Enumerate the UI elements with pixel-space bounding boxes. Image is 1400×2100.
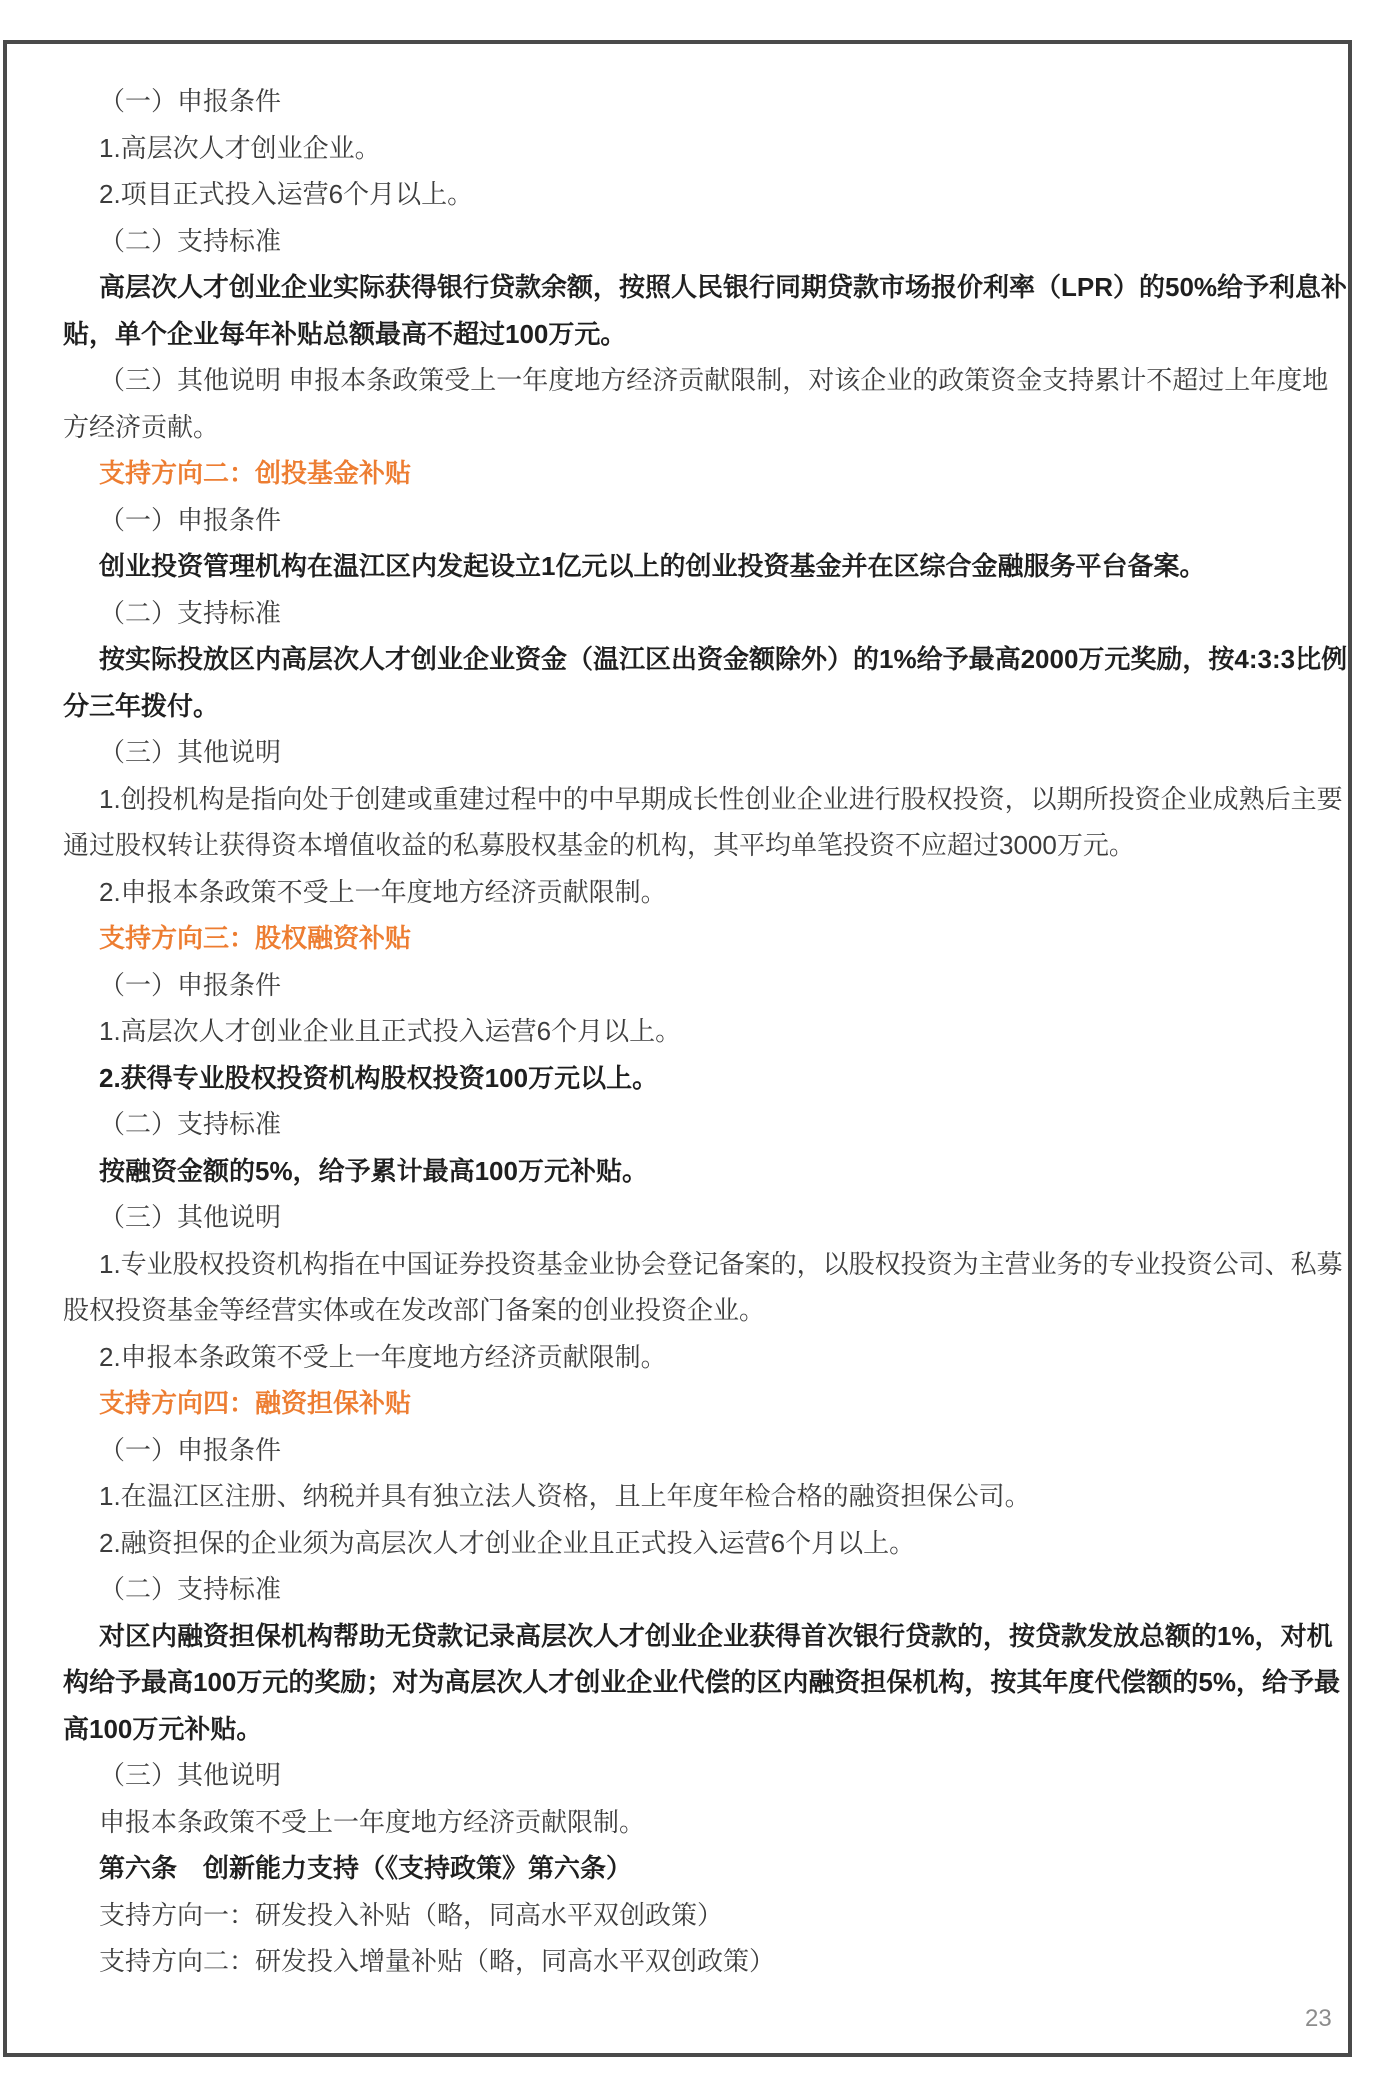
paragraph: 2.项目正式投入运营6个月以上。 [99,179,474,209]
paragraph: （三）其他说明 [99,1202,282,1232]
paragraph: 支持方向二：创投基金补贴 [99,458,412,488]
paragraph: （一）申报条件 [99,86,282,116]
paragraph: 1.创投机构是指向处于创建或重建过程中的中早期成长性创业企业进行股权投资，以期所投资企业成熟后主要通过股权转让获得资本增值收益的私募股权基金的机构，其平均单笔投资不应超过3000万元。 [63,783,1343,860]
paragraph: （三）其他说明 [99,737,282,767]
paragraph: 1.在温江区注册、纳税并具有独立法人资格，且上年度年检合格的融资担保公司。 [99,1481,1031,1511]
paragraph: （二）支持标准 [99,225,282,256]
paragraph: （三）其他说明 申报本条政策受上一年度地方经济贡献限制，对该企业的政策资金支持累计不超过上年度地方经济贡献。 [63,365,1329,442]
paragraph: 创业投资管理机构在温江区内发起设立1亿元以上的创业投资基金并在区综合金融服务平台备案。 [99,551,1206,581]
paragraph: 2.获得专业股权投资机构股权投资100万元以上。 [99,1062,659,1093]
paragraph: （二）支持标准 [99,1109,282,1139]
paragraph: （二）支持标准 [99,1574,282,1604]
paragraph: 支持方向三：股权融资补贴 [99,923,412,953]
paragraph: 支持方向二：研发投入增量补贴（略，同高水平双创政策） [99,1946,776,1976]
document-body [63,78,1348,1985]
paragraph: 支持方向一：研发投入补贴（略，同高水平双创政策） [99,1899,724,1930]
paragraph: （一）申报条件 [99,504,282,535]
page-number: 23 [1305,2005,1332,2032]
paragraph: （三）其他说明 [99,1760,282,1790]
paragraph: 1.高层次人才创业企业。 [99,132,381,163]
paragraph: （一）申报条件 [99,1434,282,1465]
paragraph: 按融资金额的5%，给予累计最高100万元补贴。 [99,1155,648,1186]
paragraph: 申报本条政策不受上一年度地方经济贡献限制。 [99,1806,646,1837]
paragraph: 2.申报本条政策不受上一年度地方经济贡献限制。 [99,1341,667,1372]
paragraph: 2.融资担保的企业须为高层次人才创业企业且正式投入运营6个月以上。 [99,1527,916,1558]
paragraph: （一）申报条件 [99,969,282,1000]
paragraph: 1.专业股权投资机构指在中国证券投资基金业协会登记备案的，以股权投资为主营业务的专业投资公司、私募股权投资基金等经营实体或在发改部门备案的创业投资企业。 [63,1248,1343,1325]
paragraph: （二）支持标准 [99,597,282,628]
paragraph: 按实际投放区内高层次人才创业企业资金（温江区出资金额除外）的1%给予最高2000万元奖励，按4:3:3比例分三年拨付。 [63,644,1348,721]
paragraph: 高层次人才创业企业实际获得银行贷款余额，按照人民银行同期贷款市场报价利率（LPR）的50%给予利息补贴，单个企业每年补贴总额最高不超过100万元。 [63,272,1348,349]
paragraph: 第六条 创新能力支持（《支持政策》第六条） [99,1853,633,1883]
paragraph: 支持方向四：融资担保补贴 [99,1388,412,1418]
paragraph: 2.申报本条政策不受上一年度地方经济贡献限制。 [99,876,667,907]
paragraph: 对区内融资担保机构帮助无贷款记录高层次人才创业企业获得首次银行贷款的，按贷款发放总额的1%，对机构给予最高100万元的奖励；对为高层次人才创业企业代偿的区内融资担保机构，按其年度代偿额的5%，给予最高100万元补贴。 [63,1620,1340,1744]
paragraph: 1.高层次人才创业企业且正式投入运营6个月以上。 [99,1016,682,1046]
